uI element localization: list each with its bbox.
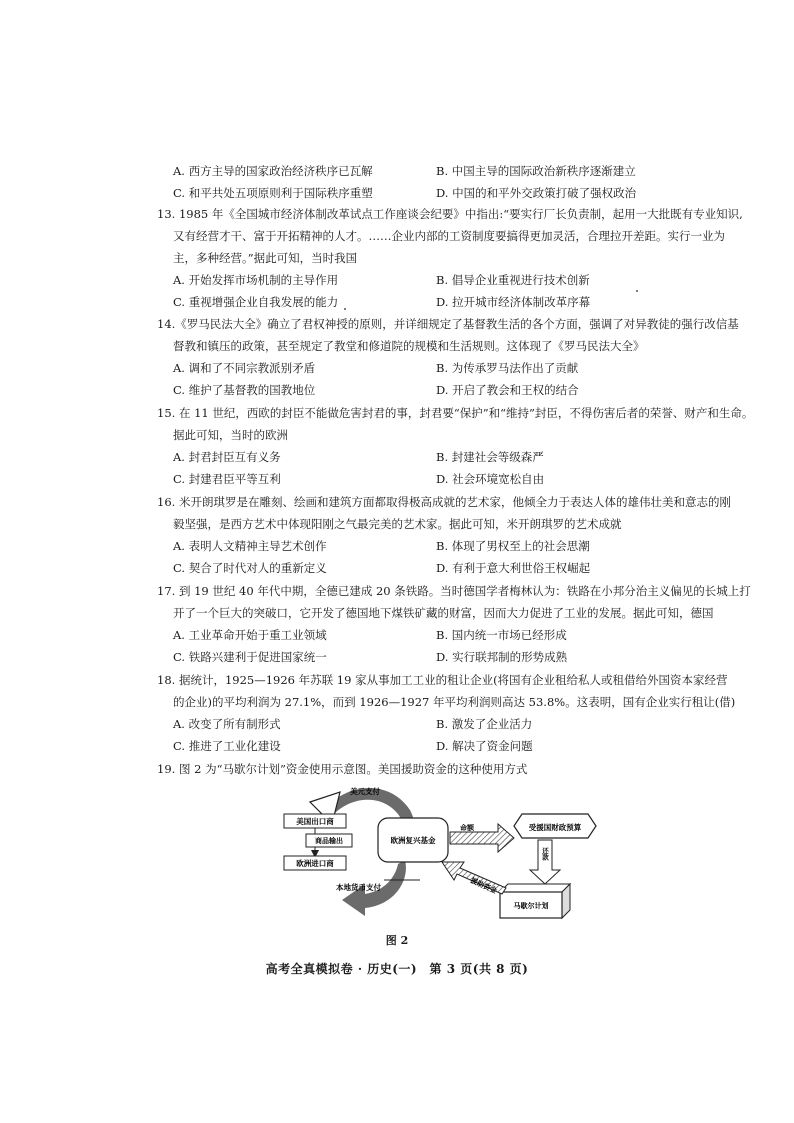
aid-fund-arrow [442, 862, 506, 895]
q13-option-d[interactable]: D. 拉开城市经济体制改革序幕 [436, 295, 591, 309]
q13-option-a[interactable]: A. 开始发挥市场机制的主导作用 [173, 273, 339, 287]
q15-stem-line2: 据此可知，当时的欧洲 [173, 428, 288, 442]
order-label: 命额 [460, 824, 474, 832]
q16-option-b[interactable]: B. 体现了男权至上的社会思潮 [436, 539, 590, 553]
q17-option-d[interactable]: D. 实行联邦制的形势成熟 [436, 650, 568, 664]
us-exporter-label: 美国出口商 [296, 817, 334, 826]
us-payment-label: 美元支付 [350, 787, 380, 796]
q12-option-c[interactable]: C. 和平共处五项原则利于国际秩序重塑 [173, 186, 373, 200]
goods-export-label: 商品输出 [315, 837, 343, 845]
scan-speck [344, 308, 346, 310]
eu-importer-box [284, 856, 346, 870]
local-currency-label: 本地货币支付 [336, 883, 381, 892]
q12-option-a[interactable]: A. 西方主导的国家政治经济秩序已瓦解 [173, 164, 373, 178]
q12-option-b[interactable]: B. 中国主导的国际政治新秩序逐渐建立 [436, 164, 636, 178]
marshall-plan-diagram [270, 780, 600, 930]
q16-option-c[interactable]: C. 契合了时代对人的重新定义 [173, 561, 327, 575]
q18-option-a[interactable]: A. 改变了所有制形式 [173, 717, 281, 731]
q17-option-a[interactable]: A. 工业革命开始于重工业领域 [173, 628, 327, 642]
q15-option-a[interactable]: A. 封君封臣互有义务 [173, 450, 281, 464]
q14-stem-line1: 14.《罗马民法大全》确立了君权神授的原则，并详细规定了基督教生活的各个方面，强调了对异教徒的强行改信基 [157, 317, 739, 331]
q18-stem-line2: 的企业)的平均利润为 27.1%，而到 1926—1927 年平均利润则高达 53.8%。这表明，国有企业实行租让(借) [173, 695, 736, 709]
q15-option-d[interactable]: D. 社会环境宽松自由 [436, 472, 545, 486]
q12-option-d[interactable]: D. 中国的和平外交政策打破了强权政治 [436, 186, 637, 200]
q13-option-c[interactable]: C. 重视增强企业自我发展的能力 [173, 295, 339, 309]
q18-option-d[interactable]: D. 解决了资金问题 [436, 739, 533, 753]
q15-stem-line1: 15. 在 11 世纪，西欧的封臣不能做危害封君的事，封君要“保护”和“维持”封臣，不得伤害后者的荣誉、财产和生命。 [157, 406, 754, 420]
q16-option-d[interactable]: D. 有利于意大利世俗王权崛起 [436, 561, 591, 575]
q13-stem-line3: 主，多种经营。”据此可知，当时我国 [173, 251, 358, 265]
q17-stem-line1: 17. 到 19 世纪 40 年代中期，全德已建成 20 条铁路。当时德国学者梅林认为：铁路在小邦分治主义偏见的长城上打 [157, 584, 751, 598]
goods-export-box [306, 834, 352, 847]
q19-stem-line1: 19. 图 2 为“马歇尔计划”资金使用示意图。美国援助资金的这种使用方式 [157, 762, 528, 776]
q13-stem-line2: 又有经营才干、富于开拓精神的人才。……企业内部的工资制度要搞得更加灵活，合理拉开差距。实行一业为 [173, 229, 725, 243]
q16-option-a[interactable]: A. 表明人文精神主导艺术创作 [173, 539, 327, 553]
recipient-budget-box [514, 814, 596, 838]
q17-option-c[interactable]: C. 铁路兴建利于促进国家统一 [173, 650, 327, 664]
allocate-label: 还款 [541, 847, 549, 861]
q14-option-d[interactable]: D. 开启了教会和王权的结合 [436, 383, 579, 397]
us-exporter-box [284, 814, 346, 828]
q18-option-c[interactable]: C. 推进了工业化建设 [173, 739, 281, 753]
q13-option-b[interactable]: B. 倡导企业重视进行技术创新 [436, 273, 590, 287]
recipient-budget-label: 受援国财政预算 [528, 823, 582, 832]
figure-caption: 图 2 [385, 934, 409, 947]
q13-stem-line1: 13. 1985 年《全国城市经济体制改革试点工作座谈会纪要》中指出:“要实行厂长负责制，起用一大批既有专业知识, [157, 207, 743, 221]
q17-option-b[interactable]: B. 国内统一市场已经形成 [436, 628, 567, 642]
q18-stem-line1: 18. 据统计，1925—1926 年苏联 19 家从事加工工业的租让企业(将国有企业租给私人或租借给外国资本家经营 [157, 673, 728, 687]
q15-option-b[interactable]: B. 封建社会等级森严 [436, 450, 544, 464]
marshall-plan-box [500, 884, 570, 918]
allocate-arrow [530, 840, 560, 884]
aid-fund-label: 援助资金 [469, 876, 499, 896]
page-footer: 高考全真模拟卷 · 历史(一) 第 3 页(共 8 页) [265, 962, 529, 976]
q16-stem-line2: 毅坚强，是西方艺术中体现阳刚之气最完美的艺术家。据此可知，米开朗琪罗的艺术成就 [173, 517, 622, 531]
q14-option-b[interactable]: B. 为传承罗马法作出了贡献 [436, 361, 579, 375]
scan-speck [636, 290, 638, 292]
q18-option-b[interactable]: B. 激发了企业活力 [436, 717, 533, 731]
q17-stem-line2: 开了一个巨大的突破口，它开发了德国地下煤铁矿藏的财富，因而大力促进了工业的发展。据此可知，德国 [173, 606, 714, 620]
marshall-plan-label: 马歇尔计划 [513, 902, 549, 910]
recovery-fund-label: 欧洲复兴基金 [390, 836, 436, 845]
q14-stem-line2: 督教和镇压的政策，甚至规定了教堂和修道院的规模和生活规则。这体现了《罗马民法大全》 [173, 339, 645, 353]
q14-option-a[interactable]: A. 调和了不同宗教派别矛盾 [173, 361, 316, 375]
q14-option-c[interactable]: C. 维护了基督教的国教地位 [173, 383, 316, 397]
q16-stem-line1: 16. 米开朗琪罗是在雕刻、绘画和建筑方面都取得极高成就的艺术家，他倾全力于表达人体的雄伟壮美和意志的刚 [157, 495, 731, 509]
eu-importer-label: 欧洲进口商 [296, 859, 334, 868]
recovery-fund-box [378, 818, 448, 862]
q15-option-c[interactable]: C. 封建君臣平等互利 [173, 472, 281, 486]
order-arrow [450, 823, 514, 852]
